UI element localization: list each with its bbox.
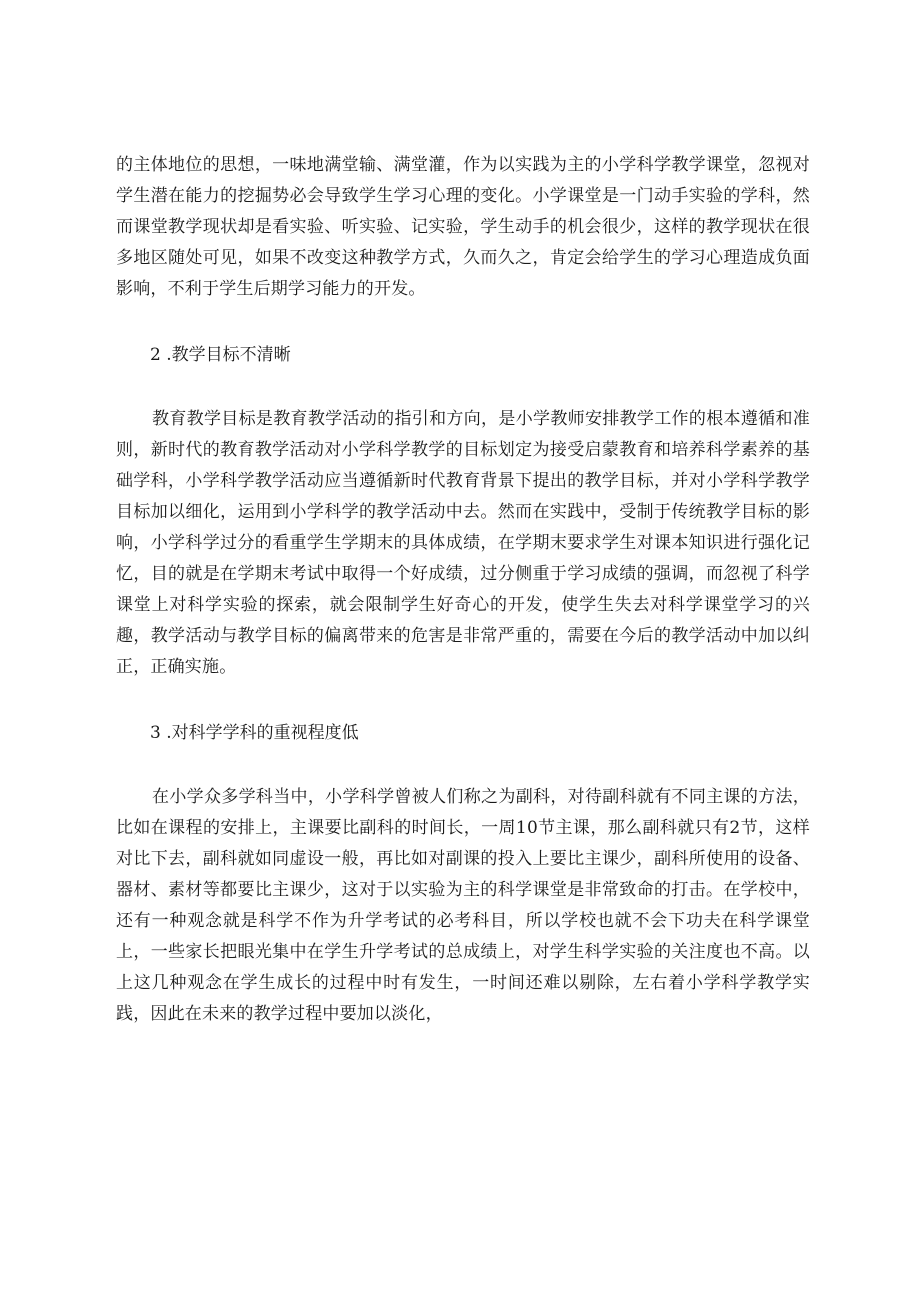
spacer [116,305,810,340]
paragraph-2: 教育教学目标是教育教学活动的指引和方向，是小学教师安排教学工作的根本遵循和准则，新时代的教育教学活动对小学科学教学的目标划定为接受启蒙教育和培养科学素养的基础学科，小学科学教学活动应当遵循新时代教育背景下提出的教学目标，并对小学科学教学目标加以细化，运用到小学科学的教学活动中去。然而在实践中，受制于传统教学目标的影响，小学科学过分的看重学生学期末的具体成绩，在学期末要求学生对课本知识进行强化记忆，目的就是在学期末考试中取得一个好成绩，过分侧重于学习成绩的强调，而忽视了科学课堂上对科学实验的探索，就会限制学生好奇心的开发，使学生失去对科学课堂学习的兴趣，教学活动与教学目标的偏离带来的危害是非常严重的，需要在今后的教学活动中加以纠正，正确实施。 [116,409,810,677]
paragraph-3: 在小学众多学科当中，小学科学曾被人们称之为副科，对待副科就有不同主课的方法，比如在课程的安排上，主课要比副科的时间长，一周10节主课，那么副科就只有2节，这样对比下去，副科就如同虚设一般，再比如对副课的投入上要比主课少，副科所使用的设备、器材、素材等都要比主课少，这对于以实验为主的科学课堂是非常致命的打击。在学校中，还有一种观念就是科学不作为升学考试的必考科目，所以学校也就不会下功夫在科学课堂上，一些家长把眼光集中在学生升学考试的总成绩上，对学生科学实验的关注度也不高。以上这几种观念在学生成长的过程中时有发生，一时间还难以剔除，左右着小学科学教学实践，因此在未来的教学过程中要加以淡化， [116,787,810,1024]
section-heading-2: 2 .教学目标不清晰 [150,345,291,365]
spacer [116,683,810,718]
section-heading-3: 3 .对科学学科的重视程度低 [150,723,359,743]
paragraph-1: 的主体地位的思想，一味地满堂输、满堂灌，作为以实践为主的小学科学教学课堂，忽视对学生潜在能力的挖掘势必会导致学生学习心理的变化。小学课堂是一门动手实验的学科，然而课堂教学现状却是看实验、听实验、记实验，学生动手的机会很少，这样的教学现状在很多地区随处可见，如果不改变这种教学方式，久而久之，肯定会给学生的学习心理造成负面影响，不利于学生后期学习能力的开发。 [116,155,810,299]
document-page [116,150,810,1030]
spacer [116,371,810,404]
spacer [116,749,810,782]
